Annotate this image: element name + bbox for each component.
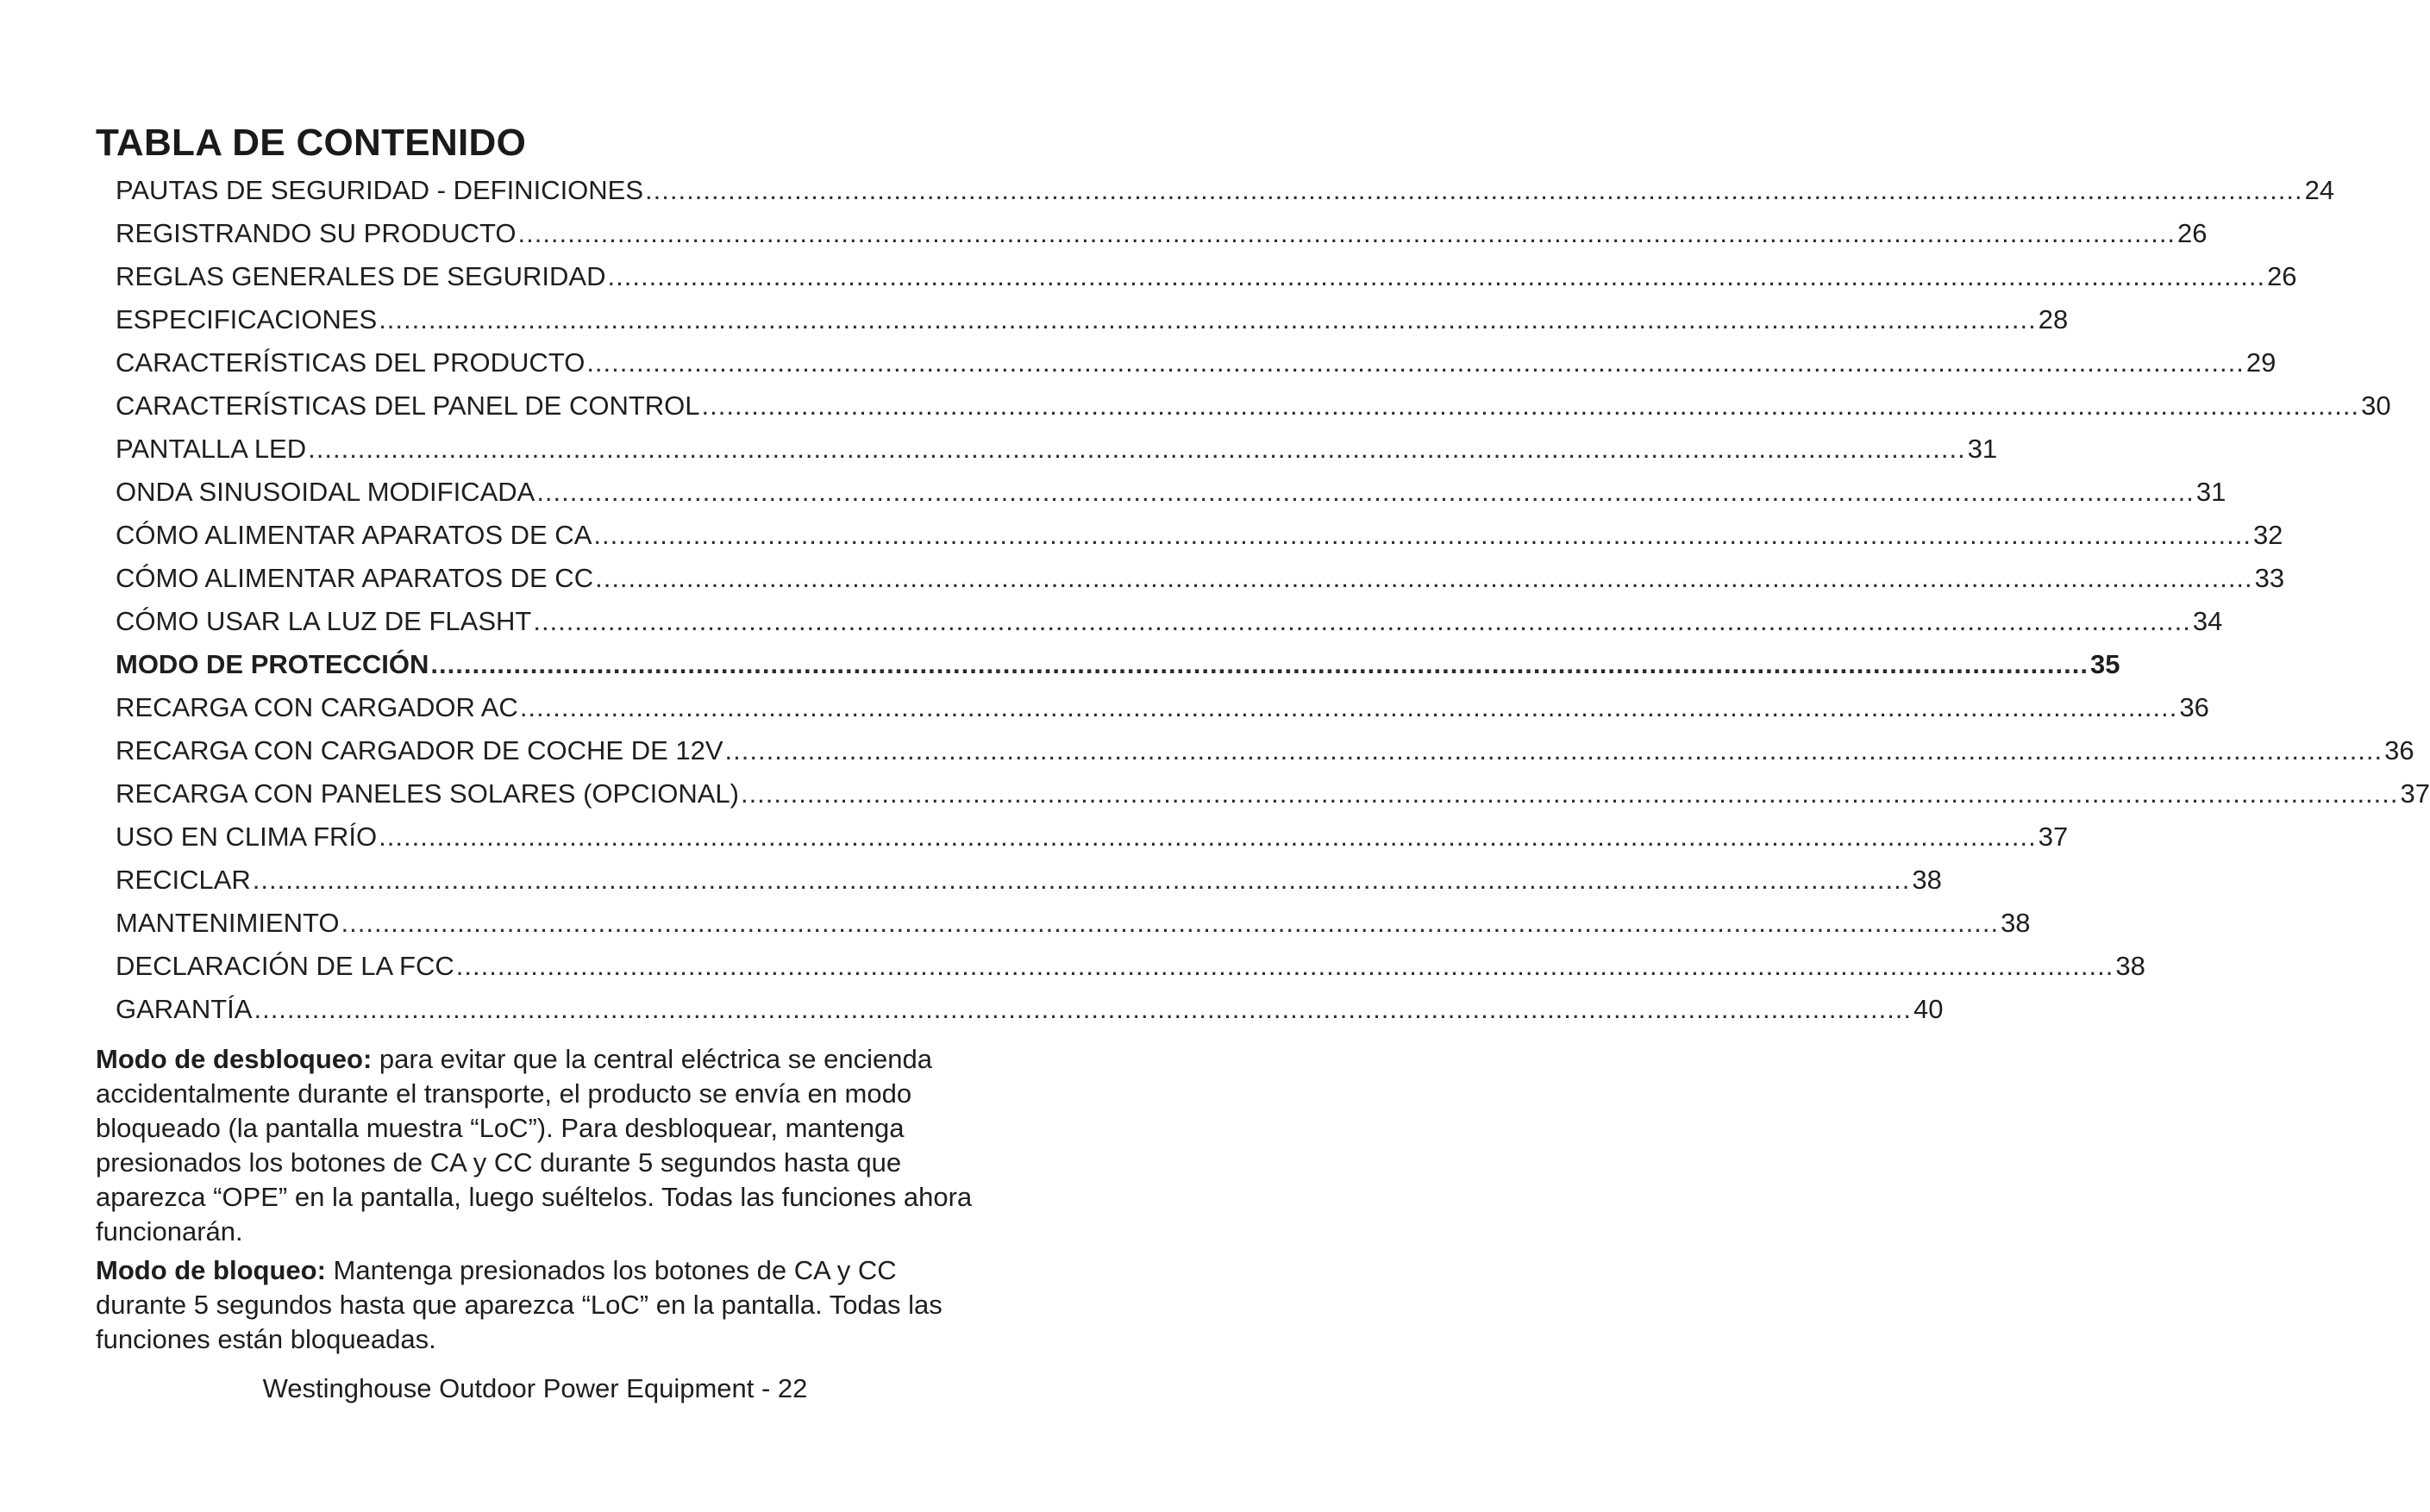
toc-entry-label: CARACTERÍSTICAS DEL PRODUCTO bbox=[116, 347, 586, 378]
unlock-mode-paragraph bbox=[96, 1042, 984, 1249]
toc-entry bbox=[116, 169, 2335, 212]
toc-entry-label: USO EN CLIMA FRÍO bbox=[116, 822, 378, 852]
toc-entry-page-number: 28 bbox=[2038, 304, 2069, 334]
toc-entry-label: ESPECIFICACIONES bbox=[116, 304, 378, 334]
toc-entry bbox=[116, 600, 2223, 643]
toc-entry bbox=[116, 859, 1942, 902]
toc-entry-page-number: 29 bbox=[2245, 347, 2277, 378]
toc-leader-dots: ........................................................................................................................................................................................................ bbox=[519, 692, 2178, 722]
lock-mode-heading: Modo de bloqueo: bbox=[96, 1255, 326, 1285]
toc-entry-label: MODO DE PROTECCIÓN bbox=[116, 649, 429, 679]
toc-entry bbox=[116, 686, 2209, 729]
toc-entry-label: PAUTAS DE SEGURIDAD - DEFINICIONES bbox=[116, 175, 644, 205]
page-footer: Westinghouse Outdoor Power Equipment - 22 bbox=[262, 1373, 808, 1403]
toc-entry bbox=[116, 298, 2069, 341]
toc-leader-dots: ........................................................................................................................................................................................................ bbox=[724, 735, 2383, 765]
toc-entry-page-number: 31 bbox=[1967, 434, 1998, 464]
toc-entry-page-number: 37 bbox=[2400, 778, 2430, 809]
toc-entry-page-number: 38 bbox=[2001, 908, 2031, 938]
toc-entry-label: REGLAS GENERALES DE SEGURIDAD bbox=[116, 261, 606, 291]
toc-entry-label: RECICLAR bbox=[116, 865, 251, 895]
toc-entry bbox=[116, 902, 2031, 945]
toc-entry-page-number: 38 bbox=[2115, 951, 2145, 981]
toc-leader-dots: ........................................................................................................................................................................................................ bbox=[341, 908, 2000, 938]
toc-leader-dots: ........................................................................................................................................................................................................ bbox=[595, 563, 2253, 593]
toc-entry-label: ONDA SINUSOIDAL MODIFICADA bbox=[116, 477, 535, 507]
toc-leader-dots: ........................................................................................................................................................................................................ bbox=[536, 477, 2195, 507]
toc-entry-page-number: 35 bbox=[2089, 649, 2120, 679]
toc-leader-dots: ........................................................................................................................................................................................................ bbox=[701, 390, 2360, 421]
table-of-contents bbox=[116, 169, 2430, 1031]
toc-leader-dots: ........................................................................................................................................................................................................ bbox=[740, 778, 2399, 809]
toc-entry bbox=[116, 772, 2430, 815]
toc-leader-dots: ........................................................................................................................................................................................................ bbox=[430, 649, 2089, 679]
toc-entry-label: RECARGA CON CARGADOR AC bbox=[116, 692, 518, 722]
toc-entry-label: RECARGA CON PANELES SOLARES (OPCIONAL) bbox=[116, 778, 739, 809]
toc-entry-page-number: 33 bbox=[2254, 563, 2285, 593]
toc-entry-page-number: 40 bbox=[1913, 994, 1944, 1024]
toc-leader-dots: ........................................................................................................................................................................................................ bbox=[455, 951, 2114, 981]
toc-leader-dots: ........................................................................................................................................................................................................ bbox=[645, 175, 2303, 205]
toc-entry-page-number: 26 bbox=[2177, 218, 2208, 248]
toc-entry-page-number: 34 bbox=[2192, 606, 2223, 636]
unlock-mode-text: para evitar que la central eléctrica se encienda accidentalmente durante el transporte, el producto se envía en modo bloqueado (la pantalla muestra “LoC”). Para desbloquear, mantenga presionados los botones de CA y CC durante 5 segundos hasta que aparezca “OPE” en la pantalla, luego suéltelos. Todas las funciones ahora funcionarán. bbox=[96, 1044, 973, 1246]
lock-mode-text: Mantenga presionados los botones de CA y CC durante 5 segundos hasta que aparezca “LoC” en la pantalla. Todas las funciones están bloqueadas. bbox=[96, 1255, 943, 1354]
toc-entry bbox=[116, 341, 2277, 384]
toc-leader-dots: ........................................................................................................................................................................................................ bbox=[252, 865, 1911, 895]
lock-mode-paragraph bbox=[96, 1253, 984, 1357]
toc-entry-label: DECLARACIÓN DE LA FCC bbox=[116, 951, 454, 981]
toc-entry-page-number: 24 bbox=[2304, 175, 2335, 205]
toc-entry-label: CÓMO USAR LA LUZ DE FLASHT bbox=[116, 606, 532, 636]
toc-leader-dots: ........................................................................................................................................................................................................ bbox=[254, 994, 1913, 1024]
toc-entry-label: RECARGA CON CARGADOR DE COCHE DE 12V bbox=[116, 735, 723, 765]
toc-entry bbox=[116, 815, 2069, 859]
toc-leader-dots: ........................................................................................................................................................................................................ bbox=[379, 304, 2037, 334]
toc-entry-page-number: 36 bbox=[2384, 735, 2414, 765]
toc-entry-label: CÓMO ALIMENTAR APARATOS DE CA bbox=[116, 520, 592, 550]
toc-entry-label: PANTALLA LED bbox=[116, 434, 307, 464]
toc-entry-page-number: 26 bbox=[2267, 261, 2297, 291]
toc-leader-dots: ........................................................................................................................................................................................................ bbox=[533, 606, 2191, 636]
toc-entry bbox=[116, 471, 2226, 514]
toc-entry-label: CARACTERÍSTICAS DEL PANEL DE CONTROL bbox=[116, 390, 700, 421]
page-title: TABLA DE CONTENIDO bbox=[96, 122, 527, 164]
toc-entry bbox=[116, 557, 2285, 600]
toc-entry bbox=[116, 514, 2283, 557]
toc-leader-dots: ........................................................................................................................................................................................................ bbox=[607, 261, 2266, 291]
toc-entry-page-number: 30 bbox=[2361, 390, 2391, 421]
toc-entry bbox=[116, 988, 1944, 1031]
toc-entry bbox=[116, 212, 2208, 255]
toc-leader-dots: ........................................................................................................................................................................................................ bbox=[308, 434, 1966, 464]
toc-entry bbox=[116, 643, 2120, 686]
toc-leader-dots: ........................................................................................................................................................................................................ bbox=[379, 822, 2037, 852]
toc-entry-page-number: 36 bbox=[2179, 692, 2209, 722]
toc-entry-page-number: 32 bbox=[2252, 520, 2283, 550]
toc-leader-dots: ........................................................................................................................................................................................................ bbox=[586, 347, 2245, 378]
unlock-mode-heading: Modo de desbloqueo: bbox=[96, 1044, 373, 1074]
toc-entry bbox=[116, 729, 2414, 772]
toc-entry-label: CÓMO ALIMENTAR APARATOS DE CC bbox=[116, 563, 594, 593]
toc-leader-dots: ........................................................................................................................................................................................................ bbox=[517, 218, 2176, 248]
toc-entry-label: GARANTÍA bbox=[116, 994, 253, 1024]
toc-entry-label: REGISTRANDO SU PRODUCTO bbox=[116, 218, 517, 248]
toc-entry bbox=[116, 384, 2391, 428]
toc-entry-label: MANTENIMIENTO bbox=[116, 908, 340, 938]
toc-entry bbox=[116, 428, 1998, 471]
toc-entry-page-number: 37 bbox=[2038, 822, 2069, 852]
toc-leader-dots: ........................................................................................................................................................................................................ bbox=[593, 520, 2252, 550]
toc-entry bbox=[116, 945, 2145, 988]
toc-entry-page-number: 38 bbox=[1912, 865, 1942, 895]
toc-entry bbox=[116, 255, 2297, 298]
toc-entry-page-number: 31 bbox=[2195, 477, 2226, 507]
